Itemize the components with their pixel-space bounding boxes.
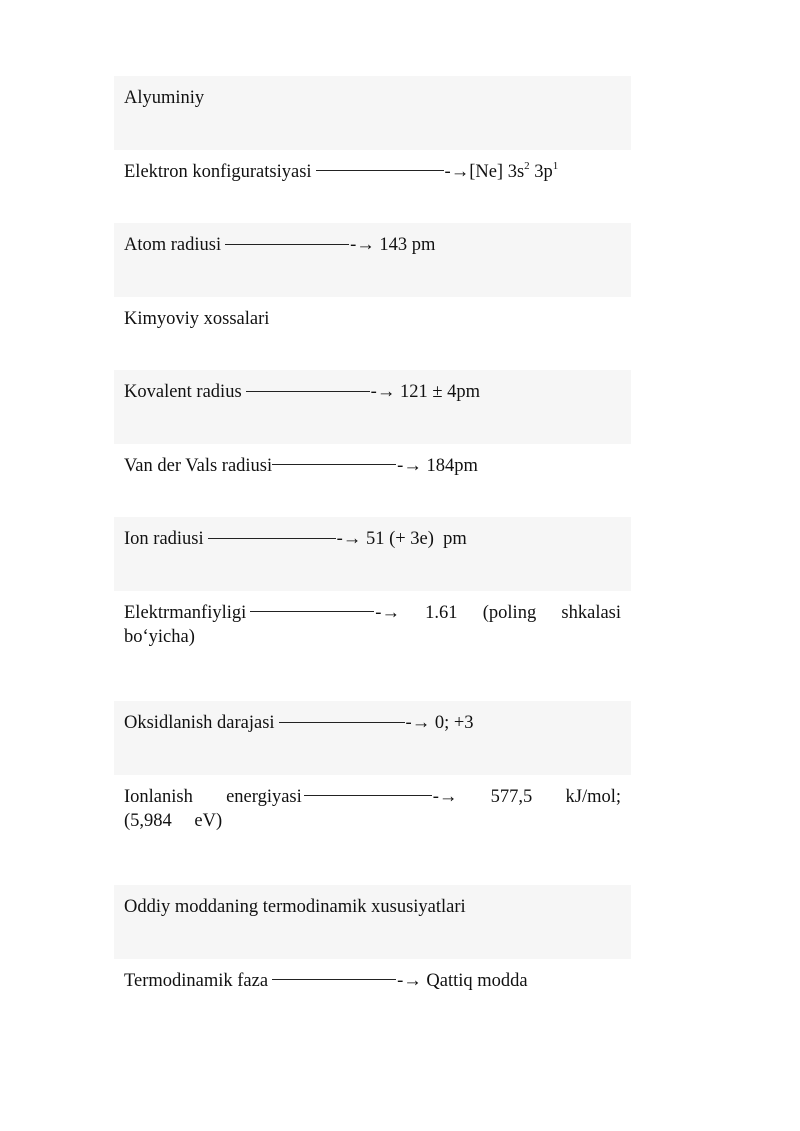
atom-radius-value: 143 pm <box>379 235 436 255</box>
electronegativity-label: Elektrmanfiyligi <box>124 602 247 623</box>
dash-line <box>208 538 336 539</box>
vdw-radius-label: Van der Vals radiusi <box>124 455 273 476</box>
dash-line <box>246 391 370 392</box>
ionization-row <box>114 775 631 886</box>
document-page <box>114 76 631 1032</box>
dash-line <box>279 722 405 723</box>
ion-radius-row <box>114 517 631 591</box>
thermo-row <box>114 885 631 959</box>
vdw-radius-value: 184pm <box>426 455 478 476</box>
superscript: 1 <box>552 159 559 172</box>
dash-line <box>272 464 396 465</box>
dash-line <box>250 611 374 612</box>
arrow-glyph: -→ <box>370 382 396 402</box>
superscript: 2 <box>524 159 530 172</box>
element-title-row <box>114 76 631 150</box>
dash-line <box>316 170 444 171</box>
arrow-glyph: -→ <box>397 970 422 991</box>
oxidation-row <box>114 701 631 775</box>
electron-config-value: [Ne] 3s <box>469 161 525 182</box>
dash-line <box>304 795 432 796</box>
element-title: Alyuminiy <box>124 88 205 108</box>
vdw-radius-row <box>114 444 631 518</box>
oxidation-value: 0; +3 <box>434 713 474 733</box>
phase-value: Qattiq modda <box>426 970 528 991</box>
section-heading: Oddiy moddaning termodinamik xususiyatlari <box>124 897 466 917</box>
covalent-radius-label: Kovalent radius <box>124 382 242 402</box>
phase-row <box>114 959 631 1033</box>
chem-props-row <box>114 297 631 371</box>
dash-line <box>272 979 396 980</box>
covalent-radius-row <box>114 370 631 444</box>
atom-radius-label: Atom radiusi <box>124 235 222 255</box>
ion-radius-label: Ion radiusi <box>124 529 204 549</box>
electron-config-label: Elektron konfiguratsiyasi <box>124 161 312 182</box>
arrow-glyph: -→ <box>397 455 422 476</box>
arrow-glyph: -→ <box>444 161 470 182</box>
ionization-value: 577,5 kJ/mol; (5,984 eV) <box>124 786 622 831</box>
arrow-glyph: -→ <box>336 529 362 549</box>
dash-line <box>225 244 349 245</box>
phase-label: Termodinamik faza <box>124 970 269 991</box>
arrow-glyph: -→ <box>350 235 375 255</box>
arrow-glyph: -→ <box>375 602 400 623</box>
ionization-label: Ionlanish energiyasi <box>124 786 302 807</box>
arrow-glyph: -→ <box>405 713 431 733</box>
electron-config-value-mid: 3p <box>529 161 553 182</box>
electronegativity-row <box>114 591 631 702</box>
electron-config-row <box>114 150 631 224</box>
section-heading: Kimyoviy xossalari <box>124 308 270 329</box>
ion-radius-value: 51 (+ 3e) pm <box>365 529 467 549</box>
arrow-glyph: -→ <box>432 786 458 807</box>
electronegativity-value: 1.61 (poling shkalasi bo‘yicha) <box>124 602 622 647</box>
covalent-radius-value: 121 ± 4pm <box>399 382 480 402</box>
oxidation-label: Oksidlanish darajasi <box>124 713 275 733</box>
atom-radius-row <box>114 223 631 297</box>
